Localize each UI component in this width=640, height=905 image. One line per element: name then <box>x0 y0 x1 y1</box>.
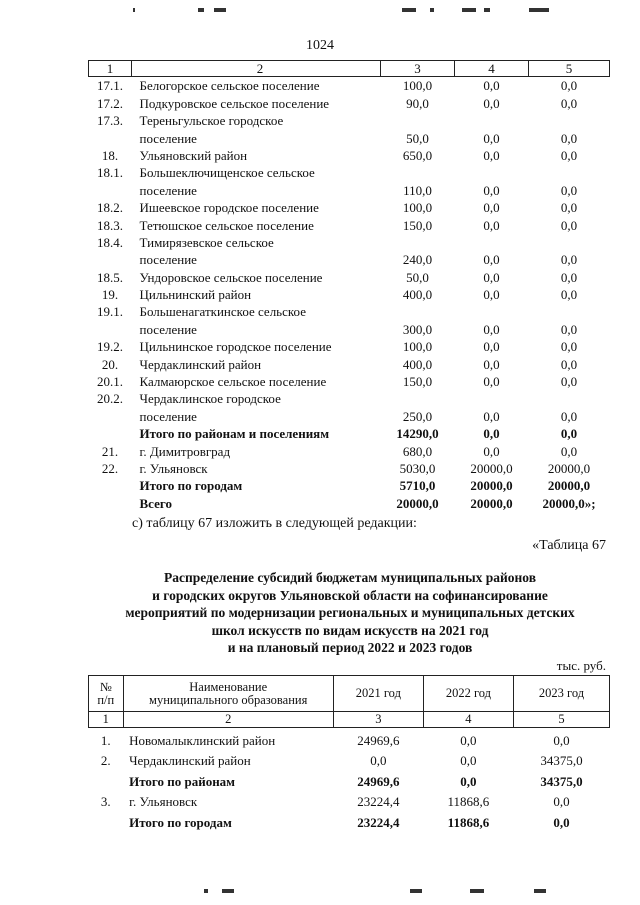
table-row <box>89 769 610 790</box>
row-value <box>529 112 610 129</box>
row-name: Чердаклинский район <box>129 753 251 768</box>
row-value: 0,0 <box>483 287 500 303</box>
row-value: 0,0 <box>483 130 500 146</box>
row-name: поселение <box>139 182 197 198</box>
row-value: 0,0 <box>560 443 578 459</box>
row-value: 20000,0 <box>547 460 591 476</box>
table-row <box>89 216 610 233</box>
header-name <box>123 676 333 712</box>
row-value: 0,0 <box>483 339 500 355</box>
table-row <box>89 373 610 390</box>
row-value: 0,0 <box>560 147 578 163</box>
row-number <box>89 181 132 198</box>
row-value: 0,0 <box>483 443 500 459</box>
row-value: 5710,0 <box>399 478 436 494</box>
row-name: Итого по районам <box>129 773 236 789</box>
row-value: 0,0 <box>560 408 578 424</box>
row-value <box>529 303 610 320</box>
row-value: 400,0 <box>402 356 433 372</box>
row-name: Большеключищенское сельское <box>139 165 315 181</box>
row-value: 240,0 <box>402 252 433 268</box>
row-value: 0,0 <box>560 200 578 216</box>
table-row <box>89 810 610 831</box>
row-value: 90,0 <box>406 95 429 111</box>
row-number <box>89 477 132 494</box>
table-row <box>89 181 610 198</box>
row-value: 20000,0 <box>470 460 513 476</box>
row-value: 20000,0 <box>470 495 513 511</box>
title-line: и на плановый период 2022 и 2023 годов <box>227 640 473 655</box>
row-value: 0,0 <box>483 408 500 424</box>
row-value <box>455 112 529 129</box>
row-value: 50,0 <box>406 269 429 285</box>
column-index: 4 <box>455 61 529 77</box>
header-text: Наименование <box>189 679 268 694</box>
table-row <box>89 460 610 477</box>
row-name: г. Ульяновск <box>129 794 198 809</box>
row-value: 0,0 <box>560 339 578 355</box>
header-text: № <box>99 679 112 694</box>
row-value <box>455 164 529 181</box>
column-index: 5 <box>529 61 610 77</box>
row-value <box>381 390 455 407</box>
row-number <box>89 407 132 424</box>
row-value: 0,0 <box>370 753 387 768</box>
row-name: Чердаклинское городское <box>139 391 281 407</box>
table-row <box>89 129 610 146</box>
table-row <box>89 749 610 770</box>
table-row <box>89 268 610 285</box>
row-value: 0,0 <box>483 356 500 372</box>
row-value: 100,0 <box>402 339 433 355</box>
row-name: г. Димитровград <box>139 443 231 459</box>
row-value: 0,0 <box>560 426 578 442</box>
row-value: 0,0 <box>483 321 500 337</box>
row-value: 0,0 <box>483 78 500 94</box>
row-value: 100,0 <box>402 78 433 94</box>
table-row <box>89 790 610 811</box>
row-name: Тереньгульское городское <box>139 113 284 129</box>
table-row <box>89 320 610 337</box>
row-number: 19.1. <box>97 304 123 320</box>
row-name: Тетюшское сельское поселение <box>139 217 314 233</box>
column-index: 1 <box>89 61 132 77</box>
row-value: 0,0 <box>560 95 578 111</box>
page-number: 1024 <box>306 38 334 53</box>
row-value: 34375,0 <box>540 773 583 789</box>
row-value: 0,0 <box>483 252 500 268</box>
table-row <box>89 164 610 181</box>
title-line: мероприятий по модернизации региональных и муниципальных детских <box>125 605 575 620</box>
scan-marks-bottom <box>0 889 640 899</box>
header-2023: 2023 год <box>513 676 609 712</box>
row-name: г. Ульяновск <box>139 460 208 476</box>
row-value: 0,0 <box>560 321 578 337</box>
row-value: 0,0 <box>460 732 477 748</box>
subsidy-table <box>88 675 610 831</box>
row-number <box>89 129 132 146</box>
row-value <box>529 164 610 181</box>
row-name: поселение <box>139 321 197 337</box>
row-name: Ундоровское сельское поселение <box>139 269 323 285</box>
table-row <box>89 355 610 372</box>
table-index-row <box>89 712 610 728</box>
row-value: 400,0 <box>402 287 433 303</box>
table-body <box>89 728 610 831</box>
row-value: 20000,0 <box>547 478 591 494</box>
row-value <box>529 390 610 407</box>
table-row <box>89 199 610 216</box>
row-number: 18.1. <box>97 165 123 181</box>
row-value: 0,0 <box>560 356 578 372</box>
row-name: Всего <box>139 495 172 511</box>
row-value: 24969,6 <box>357 773 400 789</box>
table-row <box>89 338 610 355</box>
row-name: Итого по городам <box>139 478 243 494</box>
row-name: Большенагаткинское сельское <box>139 304 306 320</box>
table-body <box>89 77 610 512</box>
row-number: 1. <box>100 732 111 748</box>
row-value: 0,0 <box>560 374 578 390</box>
header-number <box>89 676 124 712</box>
row-value: 0,0 <box>553 814 570 830</box>
row-value: 14290,0 <box>396 426 439 442</box>
column-index: 5 <box>513 712 609 728</box>
row-number: 20.2. <box>97 391 123 407</box>
scan-marks-top <box>0 8 640 18</box>
row-value: 11868,6 <box>447 794 490 809</box>
title-line: и городских округов Ульяновской области на софинансирование <box>152 587 548 603</box>
row-number: 21. <box>101 443 119 459</box>
row-number: 22. <box>101 460 119 476</box>
table-row <box>89 407 610 424</box>
row-value: 680,0 <box>402 443 433 459</box>
row-number <box>89 425 132 442</box>
table-row <box>89 286 610 303</box>
row-name: Итого по районам и поселениям <box>139 426 330 442</box>
row-value: 0,0 <box>483 182 500 198</box>
table-row <box>89 303 610 320</box>
row-value <box>381 164 455 181</box>
row-value <box>455 390 529 407</box>
row-number: 20. <box>101 356 119 372</box>
column-index: 3 <box>333 712 423 728</box>
row-name: Подкуровское сельское поселение <box>139 95 330 111</box>
row-value: 0,0 <box>460 773 477 789</box>
row-value: 0,0 <box>560 269 578 285</box>
table-index-row <box>89 61 610 77</box>
row-number: 3. <box>100 794 111 809</box>
table-row <box>89 390 610 407</box>
row-name: Новомалыклинский район <box>129 732 276 748</box>
table-row <box>89 442 610 459</box>
row-name: Цильнинское городское поселение <box>139 339 332 355</box>
row-number: 17.3. <box>97 113 123 129</box>
row-number <box>89 494 132 511</box>
table-row <box>89 477 610 494</box>
table-header-row <box>89 676 610 712</box>
amendment-paragraph: c) таблицу 67 изложить в следующей редакции: <box>132 516 417 531</box>
row-value: 0,0 <box>483 269 500 285</box>
row-value: 20000,0 <box>470 478 513 494</box>
table-label: «Таблица 67 <box>532 538 606 553</box>
row-number: 18.2. <box>97 200 123 216</box>
row-value: 300,0 <box>402 321 433 337</box>
row-value: 50,0 <box>406 130 429 146</box>
allocation-table-continued <box>88 60 610 512</box>
row-value: 0,0 <box>483 147 500 163</box>
row-number <box>89 769 124 790</box>
row-value <box>455 303 529 320</box>
header-2022: 2022 год <box>423 676 513 712</box>
row-value: 5030,0 <box>399 460 436 476</box>
row-name: Белогорское сельское поселение <box>139 78 320 94</box>
row-name: поселение <box>139 130 197 146</box>
row-value: 0,0 <box>560 78 578 94</box>
column-index: 4 <box>423 712 513 728</box>
column-index: 2 <box>132 61 381 77</box>
table-row <box>89 234 610 251</box>
row-value: 110,0 <box>403 182 432 198</box>
table-row <box>89 251 610 268</box>
row-name: Тимирязевское сельское <box>139 234 274 250</box>
row-name: Ульяновский район <box>139 147 248 163</box>
row-value <box>529 234 610 251</box>
table-row <box>89 728 610 749</box>
row-number: 17.2. <box>97 95 123 111</box>
row-name: Чердаклинский район <box>139 356 262 372</box>
table-row <box>89 425 610 442</box>
row-number: 19.2. <box>97 339 123 355</box>
row-value: 20000,0 <box>396 495 439 511</box>
row-value: 0,0 <box>483 95 500 111</box>
row-number: 20.1. <box>97 374 123 390</box>
row-value: 0,0 <box>483 217 500 233</box>
row-value: 0,0 <box>560 130 578 146</box>
row-value: 0,0 <box>553 732 570 748</box>
column-index: 1 <box>89 712 124 728</box>
title-line: Распределение субсидий бюджетам муниципальных районов <box>163 570 537 585</box>
unit-label: тыс. руб. <box>556 658 606 673</box>
row-name: Ишеевское городское поселение <box>139 200 319 216</box>
header-text: муниципального образования <box>149 692 308 707</box>
row-value: 0,0 <box>483 200 500 216</box>
row-number <box>89 320 132 337</box>
table-row <box>89 112 610 129</box>
row-value <box>381 112 455 129</box>
row-value <box>381 303 455 320</box>
row-name: Итого по городам <box>129 814 232 830</box>
column-index: 2 <box>123 712 333 728</box>
row-number <box>89 810 124 831</box>
row-value: 150,0 <box>402 217 433 233</box>
row-value: 0,0 <box>560 252 578 268</box>
row-number: 18. <box>101 147 119 163</box>
row-value: 250,0 <box>402 408 433 424</box>
row-value: 34375,0 <box>540 753 583 768</box>
header-text: п/п <box>97 692 115 707</box>
row-value: 11868,6 <box>447 814 490 830</box>
title-line: школ искусств по видам искусств на 2021 год <box>211 622 489 638</box>
table-row <box>89 494 610 511</box>
row-number: 18.3. <box>97 217 123 233</box>
row-name: поселение <box>139 408 197 424</box>
row-value: 23224,4 <box>357 814 400 830</box>
row-value: 0,0 <box>553 794 570 809</box>
row-number <box>89 251 132 268</box>
table-row <box>89 94 610 111</box>
row-number: 18.5. <box>97 269 123 285</box>
row-value: 150,0 <box>402 374 433 390</box>
row-value: 24969,6 <box>357 732 400 748</box>
row-value: 20000,0»; <box>542 495 596 511</box>
table-row <box>89 147 610 164</box>
row-number: 17.1. <box>97 78 123 94</box>
row-value: 0,0 <box>560 217 578 233</box>
row-value <box>381 234 455 251</box>
row-value: 650,0 <box>402 147 433 163</box>
row-number: 19. <box>101 287 119 303</box>
header-2021: 2021 год <box>333 676 423 712</box>
row-name: поселение <box>139 252 197 268</box>
row-value: 100,0 <box>402 200 433 216</box>
row-value <box>455 234 529 251</box>
row-number: 2. <box>100 753 111 768</box>
row-value: 0,0 <box>560 182 578 198</box>
row-value: 0,0 <box>483 374 500 390</box>
row-value: 0,0 <box>560 287 578 303</box>
row-name: Цильнинский район <box>139 287 252 303</box>
table-title <box>90 569 610 657</box>
row-value: 0,0 <box>460 753 477 768</box>
row-name: Калмаюрское сельское поселение <box>139 374 327 390</box>
row-number: 18.4. <box>97 234 123 250</box>
row-value: 23224,4 <box>357 794 400 809</box>
column-index: 3 <box>381 61 455 77</box>
table-row <box>89 77 610 95</box>
row-value: 0,0 <box>483 426 500 442</box>
